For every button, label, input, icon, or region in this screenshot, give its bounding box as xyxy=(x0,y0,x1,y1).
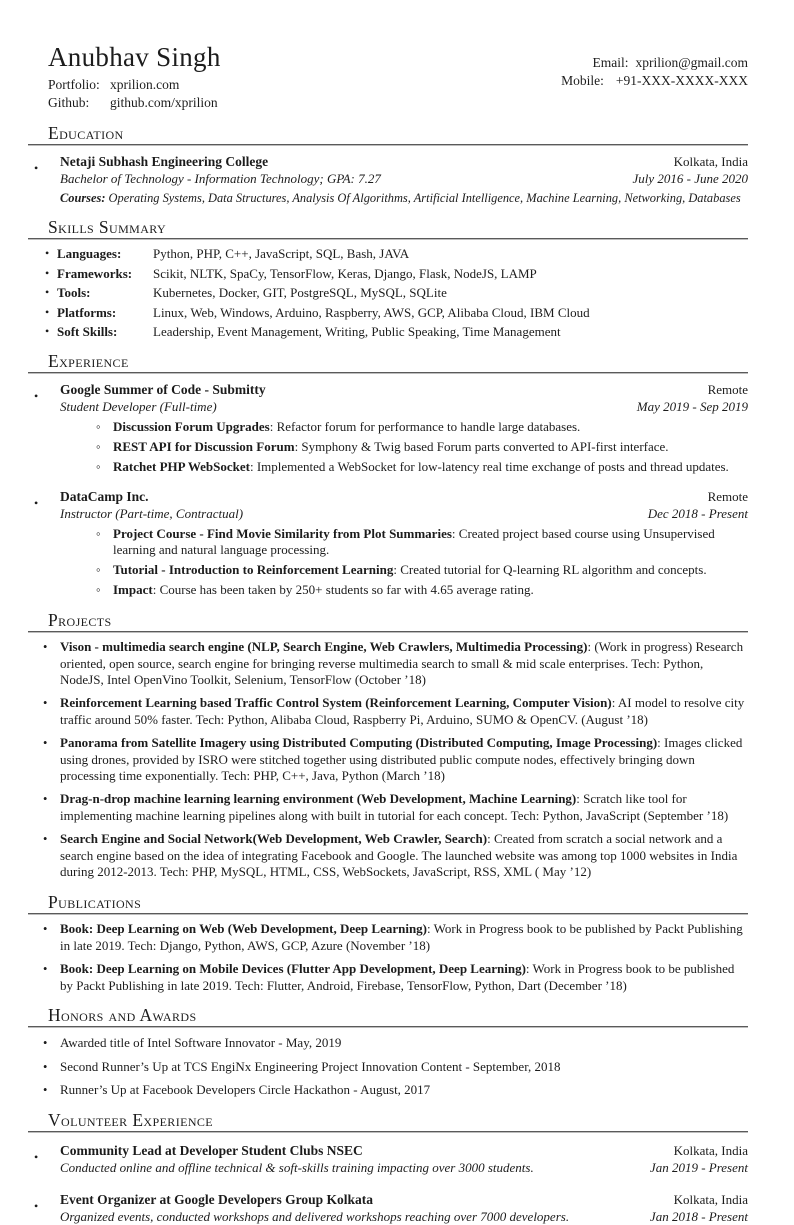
circle-marker: ◦ xyxy=(96,562,101,577)
project-desc: : Created from scratch a social network and a search engine based on the idea of integrating Facebook and Google. The launched website was among top 1000 websites in India during 2012-2013. Tech: PHP, MySQL, HTML, CSS, WebSockets, JavaScript, RSS, XML ( May ’12) xyxy=(60,830,738,880)
section-rule xyxy=(28,238,748,240)
education-entry xyxy=(34,153,748,206)
email-label: Email: xyxy=(592,55,629,70)
project-title: Drag-n-drop machine learning learning environment (Web Development, Machine Learning) xyxy=(60,791,577,807)
section-honors xyxy=(28,1005,748,1099)
job-dates: May 2019 - Sep 2019 xyxy=(636,399,748,414)
project-item xyxy=(43,639,748,689)
identity-block xyxy=(48,42,221,112)
bullet-marker: • xyxy=(43,1059,48,1074)
skill-label: Platforms: xyxy=(57,304,117,320)
publication-item xyxy=(43,921,748,954)
courses-line xyxy=(60,191,748,206)
bullet-marker: • xyxy=(43,831,48,846)
job-location: Remote xyxy=(707,489,748,504)
project-desc: : Images clicked using drones, provided by ISRO were stitched together using distributed public compute nodes, effectively bringing down processing time exponentially. Tech: PHP, C++, Java, Python (March ’18) xyxy=(60,734,743,784)
bullet-marker: • xyxy=(45,246,50,260)
project-title: Panorama from Satellite Imagery using Distributed Computing (Distributed Computing, Image Processing) xyxy=(60,734,658,750)
job-dates: Dec 2018 - Present xyxy=(647,506,748,521)
bullet-marker: • xyxy=(34,1198,39,1213)
bullet-marker: • xyxy=(43,792,48,807)
skill-value: Kubernetes, Docker, GIT, PostgreSQL, MySQL, SQLite xyxy=(153,285,447,300)
skill-row-languages xyxy=(28,245,748,262)
portfolio-row xyxy=(48,76,221,94)
section-education xyxy=(28,123,748,206)
resume-header xyxy=(48,42,748,112)
github-label: Github: xyxy=(48,95,90,110)
bullet-marker: • xyxy=(43,922,48,937)
skill-value: Leadership, Event Management, Writing, Public Speaking, Time Management xyxy=(153,324,561,339)
skill-value: Scikit, NLTK, SpaCy, TensorFlow, Keras, Django, Flask, NodeJS, LAMP xyxy=(153,265,537,281)
honor-item xyxy=(43,1058,748,1076)
volunteer-description: Conducted online and offline technical & soft-skills training impacting over 3000 students. xyxy=(60,1159,534,1175)
circle-marker: ◦ xyxy=(96,438,101,454)
volunteer-description: Organized events, conducted workshops and delivered workshops reaching over 7000 developers. xyxy=(60,1208,570,1224)
bullet-rest: : Created tutorial for Q-learning RL algorithm and concepts. xyxy=(393,562,707,577)
section-volunteer xyxy=(28,1110,748,1225)
degree: Bachelor of Technology - Information Technology; GPA: 7.27 xyxy=(60,171,381,186)
job-bullet xyxy=(96,419,748,436)
contact-block xyxy=(561,42,748,112)
bullet-marker: • xyxy=(43,696,48,711)
skill-label: Frameworks: xyxy=(57,265,133,281)
candidate-name: Anubhav Singh xyxy=(48,42,221,72)
project-item xyxy=(43,791,748,824)
section-rule xyxy=(28,631,748,633)
job-entry-gsoc xyxy=(34,381,748,475)
volunteer-dates: Jan 2018 - Present xyxy=(649,1208,748,1224)
skill-row-platforms xyxy=(28,304,748,321)
skill-label: Tools: xyxy=(57,285,91,300)
volunteer-heading: Volunteer Experience xyxy=(48,1109,214,1130)
bullet-marker: • xyxy=(45,265,50,280)
bullet-strong: Discussion Forum Upgrades xyxy=(113,418,270,434)
bullet-rest: : Refactor forum for performance to handle large databases. xyxy=(269,418,581,434)
skill-row-soft-skills xyxy=(28,323,748,340)
company-name: Google Summer of Code - Submitty xyxy=(60,382,266,397)
portfolio-url: xprilion.com xyxy=(110,77,180,92)
section-publications xyxy=(28,892,748,994)
honor-item xyxy=(43,1082,748,1099)
honor-text: Awarded title of Intel Software Innovator - May, 2019 xyxy=(60,1035,342,1051)
job-bullet xyxy=(96,562,748,579)
job-bullet xyxy=(96,459,748,476)
volunteer-title: Event Organizer at Google Developers Group Kolkata xyxy=(60,1191,373,1207)
projects-heading: Projects xyxy=(48,609,112,630)
publication-desc: : Work in Progress book to be published by Packt Publishing in late 2019. Tech: Django, Python, AWS, GCP, Azure (November ’18) xyxy=(60,921,743,953)
email-value: xprilion@gmail.com xyxy=(635,55,748,70)
bullet-marker: • xyxy=(45,304,50,319)
circle-marker: ◦ xyxy=(96,418,101,434)
email-row xyxy=(561,54,748,72)
publication-title: Book: Deep Learning on Mobile Devices (Flutter App Development, Deep Learning) xyxy=(60,960,526,976)
skill-value: Linux, Web, Windows, Arduino, Raspberry, AWS, GCP, Alibaba Cloud, IBM Cloud xyxy=(153,304,590,320)
honor-text: Second Runner’s Up at TCS EngiNx Engineering Project Innovation Content - September, 2018 xyxy=(60,1058,561,1074)
project-desc: : (Work in progress) Research oriented, open source, search engine for bringing reverse multimedia search to small & mid scale enterprises. Tech: Python, NodeJS, Intel OpenVino Toolkit, Selenium, TensorFlow (October ’18) xyxy=(60,639,744,688)
publications-heading: Publications xyxy=(48,891,142,912)
job-role: Instructor (Part-time, Contractual) xyxy=(60,506,244,521)
bullet-strong: Ratchet PHP WebSocket xyxy=(113,458,250,474)
honor-item xyxy=(43,1035,748,1052)
volunteer-title: Community Lead at Developer Student Clubs NSEC xyxy=(60,1142,363,1158)
skill-row-tools xyxy=(28,284,748,301)
bullet-rest: : Created project based course using Unsupervised learning and natural language processing. xyxy=(113,525,715,557)
volunteer-location: Kolkata, India xyxy=(673,1142,748,1158)
portfolio-label: Portfolio: xyxy=(48,77,100,92)
bullet-strong: Tutorial - Introduction to Reinforcement Learning xyxy=(113,562,394,577)
bullet-marker: • xyxy=(43,1036,48,1051)
skill-row-frameworks xyxy=(28,265,748,282)
skill-value: Python, PHP, C++, JavaScript, SQL, Bash, JAVA xyxy=(153,246,410,261)
section-skills xyxy=(28,217,748,340)
mobile-row xyxy=(561,72,748,90)
bullet-marker: • xyxy=(34,389,39,403)
bullet-strong: Impact xyxy=(113,582,153,597)
publication-item xyxy=(43,960,748,994)
bullet-marker: • xyxy=(43,1083,48,1098)
bullet-strong: Project Course - Find Movie Similarity from Plot Summaries xyxy=(113,525,452,541)
volunteer-entry-gdg xyxy=(34,1191,748,1225)
bullet-marker: • xyxy=(34,496,39,510)
project-desc: : AI model to resolve city traffic around 50% faster. Tech: Python, Alibaba Cloud, Raspberry Pi, Arduino, SUMO & OpenCV. (August ’18) xyxy=(60,695,745,727)
bullet-marker: • xyxy=(43,640,48,654)
section-projects xyxy=(28,610,748,881)
github-url: github.com/xprilion xyxy=(110,95,218,110)
courses-list: Operating Systems, Data Structures, Analysis Of Algorithms, Artificial Intelligence, Machine Learning, Networking, Databases xyxy=(105,191,741,205)
job-entry-datacamp xyxy=(34,488,748,599)
bullet-marker: • xyxy=(34,161,39,175)
job-bullets xyxy=(96,419,748,476)
courses-label: Courses: xyxy=(60,191,106,205)
section-rule xyxy=(28,372,748,374)
job-bullets xyxy=(96,526,748,599)
projects-list xyxy=(28,639,748,881)
school-name: Netaji Subhash Engineering College xyxy=(60,154,269,169)
project-title: Vison - multimedia search engine (NLP, Search Engine, Web Crawlers, Multimedia Processing) xyxy=(60,639,588,654)
mobile-value: +91-XXX-XXXX-XXX xyxy=(615,73,748,88)
bullet-marker: • xyxy=(45,285,50,299)
section-rule xyxy=(28,913,748,915)
project-title: Search Engine and Social Network(Web Development, Web Crawler, Search) xyxy=(60,830,488,846)
job-bullet xyxy=(96,439,748,456)
bullet-rest: : Implemented a WebSocket for low-latency real time exchange of posts and thread updates. xyxy=(249,458,729,474)
section-rule xyxy=(28,144,748,146)
bullet-marker: • xyxy=(43,735,48,750)
experience-heading: Experience xyxy=(48,351,129,371)
volunteer-location: Kolkata, India xyxy=(673,1191,748,1207)
education-dates: July 2016 - June 2020 xyxy=(632,171,748,186)
school-location: Kolkata, India xyxy=(673,154,748,169)
honors-heading: Honors and Awards xyxy=(48,1005,197,1026)
github-row xyxy=(48,94,221,112)
publication-desc: : Work in Progress book to be published by Packt Publishing in late 2019. Tech: Flutter, Android, Firebase, TensorFlow, Python, Dart (December ’18) xyxy=(60,960,735,993)
bullet-rest: : Course has been taken by 250+ students so far with 4.65 average rating. xyxy=(152,582,534,597)
honors-list xyxy=(28,1035,748,1099)
section-experience xyxy=(28,351,748,599)
skills-heading: Skills Summary xyxy=(48,217,167,237)
project-item xyxy=(43,734,748,785)
publications-list xyxy=(28,921,748,994)
job-role: Student Developer (Full-time) xyxy=(60,399,217,414)
bullet-marker: • xyxy=(43,961,48,976)
section-rule xyxy=(28,1026,748,1028)
volunteer-entry-dsc xyxy=(34,1142,748,1176)
company-name: DataCamp Inc. xyxy=(60,489,149,504)
bullet-rest: : Symphony & Twig based Forum parts converted to API-first interface. xyxy=(294,438,669,454)
skill-label: Languages: xyxy=(57,246,122,261)
project-desc: : Scratch like tool for implementing machine learning pipelines along with built in tutorial for each concept. Tech: Python, JavaScript (September ’18) xyxy=(60,791,729,823)
project-item xyxy=(43,695,748,728)
section-rule xyxy=(28,1131,748,1133)
job-bullet xyxy=(96,582,748,599)
bullet-strong: REST API for Discussion Forum xyxy=(113,438,295,454)
volunteer-dates: Jan 2019 - Present xyxy=(649,1159,748,1175)
honor-text: Runner’s Up at Facebook Developers Circle Hackathon - August, 2017 xyxy=(60,1082,431,1098)
education-heading: Education xyxy=(48,123,124,143)
job-bullet xyxy=(96,526,748,559)
circle-marker: ◦ xyxy=(96,525,101,541)
skill-label: Soft Skills: xyxy=(57,324,118,339)
project-title: Reinforcement Learning based Traffic Control System (Reinforcement Learning, Computer Vision) xyxy=(60,695,612,711)
circle-marker: ◦ xyxy=(96,582,101,597)
bullet-marker: • xyxy=(45,324,50,338)
job-location: Remote xyxy=(707,382,748,397)
skills-list xyxy=(28,245,748,340)
bullet-marker: • xyxy=(34,1149,39,1164)
circle-marker: ◦ xyxy=(96,458,101,474)
project-item xyxy=(43,830,748,881)
publication-title: Book: Deep Learning on Web (Web Development, Deep Learning) xyxy=(60,921,428,937)
mobile-label: Mobile: xyxy=(561,73,604,88)
